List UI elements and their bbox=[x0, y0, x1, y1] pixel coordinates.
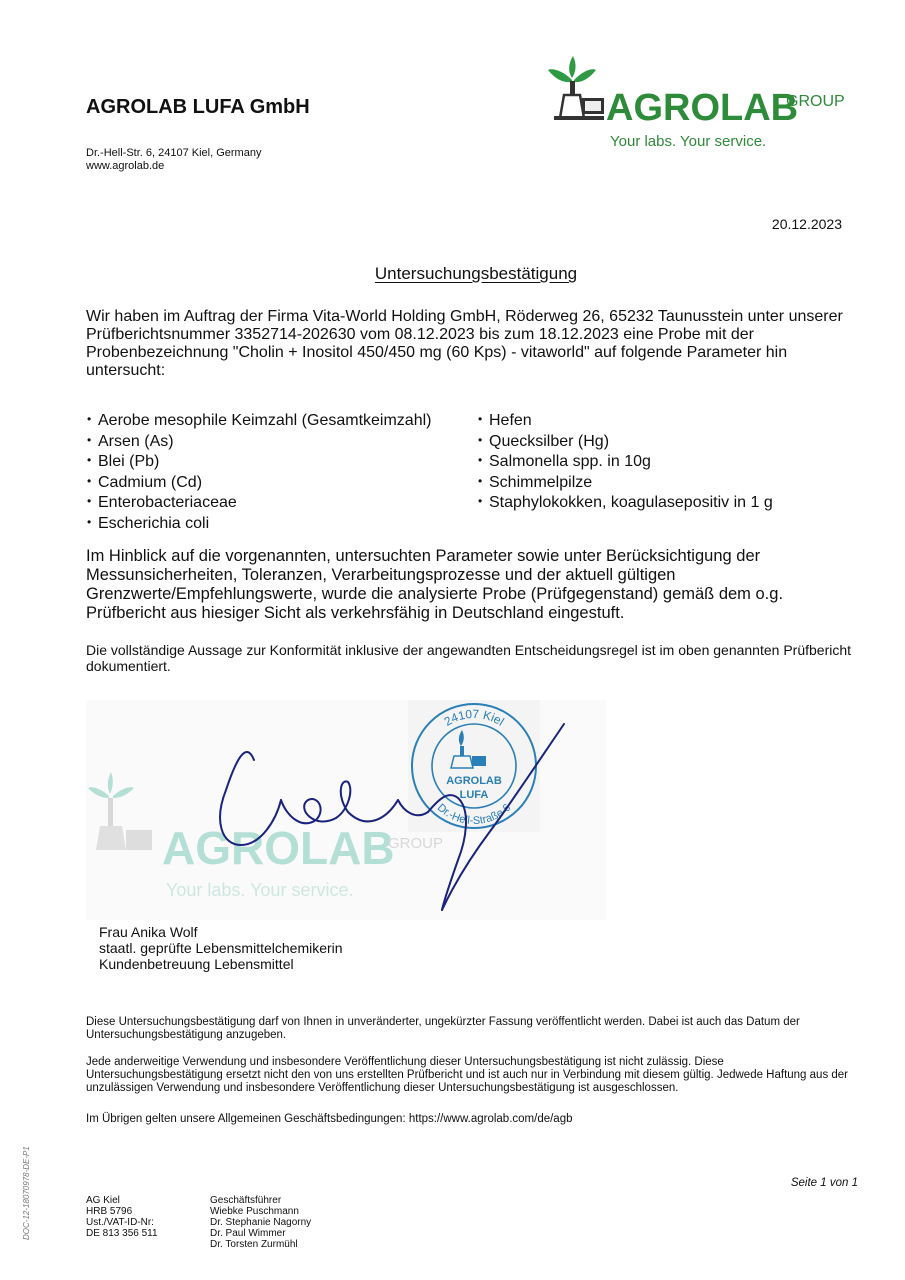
publication-note: Diese Untersuchungsbestätigung darf von Ihnen in unveränderter, ungekürzter Fassung veröffentlicht werden. Dabei ist auch das Datum der Untersuchungsbestätigung anzugeben. bbox=[86, 1016, 800, 1041]
signature-area bbox=[86, 700, 606, 920]
document-code: DOC-12-18070978-DE-P1 bbox=[22, 1146, 31, 1240]
registry-info bbox=[86, 1195, 158, 1239]
list-item: • Blei (Pb) bbox=[87, 451, 431, 472]
stamp-bottom-text: Dr.-Hell-Straße 6 bbox=[434, 801, 514, 828]
stamp-name-2: LUFA bbox=[459, 789, 489, 801]
list-item: • Staphylokokken, koagulasepositiv in 1 g bbox=[478, 492, 773, 513]
registry-line: AG Kiel bbox=[86, 1195, 120, 1206]
agrolab-group-logo bbox=[548, 50, 858, 150]
stamp-top-text: 24107 Kiel bbox=[441, 706, 507, 729]
logo-brand: AGROLAB bbox=[606, 87, 799, 129]
document-title-text: Untersuchungsbestätigung bbox=[374, 264, 578, 283]
watermark-tagline: Your labs. Your service. bbox=[166, 880, 354, 900]
logo-tagline: Your labs. Your service. bbox=[610, 133, 767, 150]
registry-line: DE 813 356 511 bbox=[86, 1228, 158, 1239]
list-item: • Escherichia coli bbox=[87, 513, 431, 534]
registry-line: Ust./VAT-ID-Nr: bbox=[86, 1217, 154, 1228]
plant-flask-icon bbox=[548, 56, 604, 120]
company-address bbox=[86, 147, 261, 173]
watermark-brand: AGROLAB bbox=[162, 822, 395, 874]
watermark-group: GROUP bbox=[388, 835, 444, 852]
liability-note: Jede anderweitige Verwendung und insbesondere Veröffentlichung dieser Untersuchungsbestätigung ist nicht zulässig. Diese Untersuchungsbestätigung ersetzt nicht den von uns erstellten Prüfbericht und ist auch nur in Verbindung mit diesem gültig. Jedwede Haftung aus der unzulässigen Verwendung und insbesondere Veröffentlichung dieser Untersuchungsbestätigung ist ausgeschlossen. bbox=[86, 1056, 849, 1094]
list-item: • Hefen bbox=[478, 410, 773, 431]
intro-paragraph: Wir haben im Auftrag der Firma Vita-World Holding GmbH, Röderweg 26, 65232 Taunusstein unter unserer Prüfberichtsnummer 3352714-202630 vom 08.12.2023 bis zum 18.12.2023 eine Probe mit der Probenbezeichnung "Cholin + Inositol 450/450 mg (60 Kps) - vitaworld" auf folgende Parameter hin untersucht: bbox=[86, 308, 843, 379]
company-name: AGROLAB LUFA GmbH bbox=[86, 96, 310, 118]
signatory-block bbox=[99, 924, 343, 972]
assessment-paragraph: Im Hinblick auf die vorgenannten, untersuchten Parameter sowie unter Berücksichtigung der Messunsicherheiten, Toleranzen, Verarbeitungsprozesse und der aktuell gültigen Grenzwerte/Empfehlungswerte, wurde die analysierte Probe (Prüfgegenstand) gemäß dem o.g. Prüfbericht aus hiesiger Sicht als verkehrsfähig in Deutschland eingestuft. bbox=[86, 547, 784, 622]
address-line: Dr.-Hell-Str. 6, 24107 Kiel, Germany bbox=[86, 147, 262, 159]
parameter-list-right bbox=[478, 410, 773, 513]
management-line: Wiebke Puschmann bbox=[210, 1206, 299, 1217]
list-item: • Salmonella spp. in 10g bbox=[478, 451, 773, 472]
management-line: Dr. Stephanie Nagorny bbox=[210, 1217, 312, 1228]
list-item: • Aerobe mesophile Keimzahl (Gesamtkeimzahl) bbox=[87, 410, 431, 431]
signatory-role: staatl. geprüfte Lebensmittelchemikerin bbox=[99, 940, 343, 956]
management-line: Geschäftsführer bbox=[210, 1195, 282, 1206]
logo-group: GROUP bbox=[786, 93, 845, 110]
registry-line: HRB 5796 bbox=[86, 1206, 133, 1217]
document-title bbox=[0, 264, 905, 284]
document-date: 20.12.2023 bbox=[771, 216, 842, 232]
management-line: Dr. Torsten Zurmühl bbox=[210, 1239, 298, 1250]
list-item: • Enterobacteriaceae bbox=[87, 492, 431, 513]
signatory-name: Frau Anika Wolf bbox=[99, 924, 198, 940]
management-line: Dr. Paul Wimmer bbox=[210, 1228, 286, 1239]
management-info bbox=[210, 1195, 311, 1250]
list-item: • Schimmelpilze bbox=[478, 472, 773, 493]
terms-note: Im Übrigen gelten unsere Allgemeinen Geschäftsbedingungen: https://www.agrolab.com/de/agb bbox=[86, 1113, 573, 1125]
page-number: Seite 1 von 1 bbox=[790, 1177, 858, 1189]
list-item: • Arsen (As) bbox=[87, 431, 431, 452]
website: www.agrolab.de bbox=[86, 160, 165, 172]
stamp-name-1: AGROLAB bbox=[446, 775, 502, 787]
signatory-department: Kundenbetreuung Lebensmittel bbox=[99, 956, 294, 972]
conformity-note: Die vollständige Aussage zur Konformität inklusive der angewandten Entscheidungsregel ist im oben genannten Prüfbericht dokumentiert. bbox=[86, 642, 852, 674]
parameter-list-left bbox=[87, 410, 431, 534]
list-item: • Cadmium (Cd) bbox=[87, 472, 431, 493]
list-item: • Quecksilber (Hg) bbox=[478, 431, 773, 452]
